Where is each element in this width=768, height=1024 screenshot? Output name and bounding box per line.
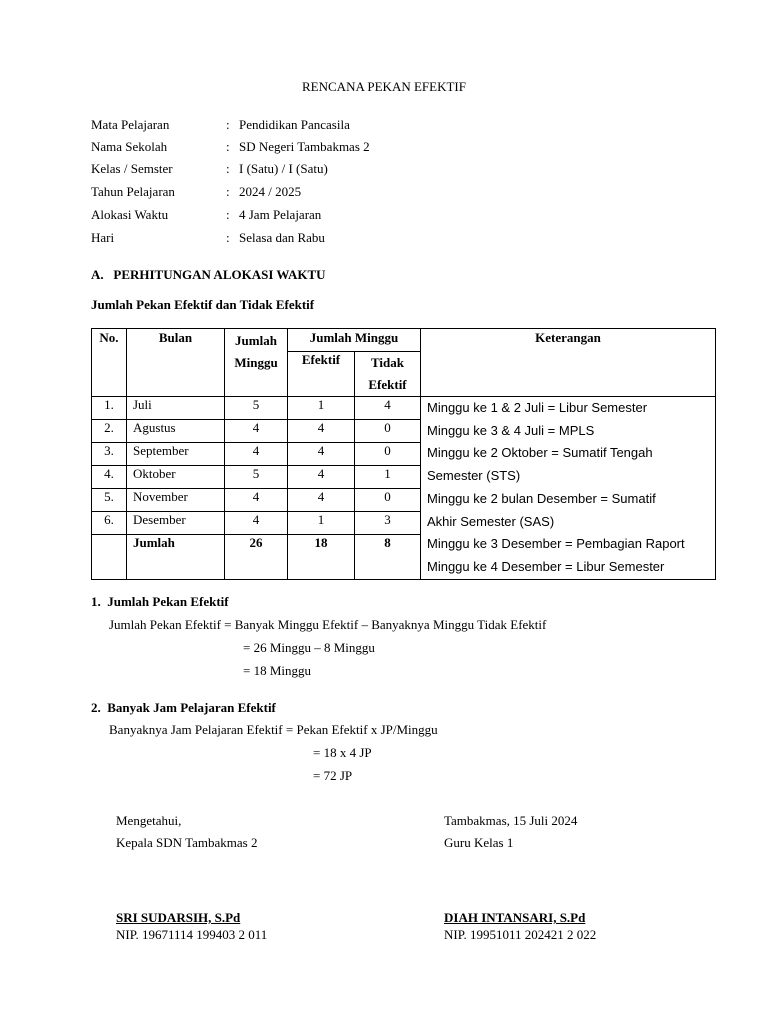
header-keterangan: Keterangan xyxy=(421,329,716,397)
keterangan-line: Minggu ke 2 bulan Desember = Sumatif xyxy=(427,490,656,506)
info-value: 2024 / 2025 xyxy=(239,184,302,199)
info-label: Hari xyxy=(91,230,115,245)
signature-name: DIAH INTANSARI, S.Pd xyxy=(444,910,586,925)
cell-bulan: Oktober xyxy=(127,466,225,489)
cell-efektif: 4 xyxy=(288,420,355,443)
table-subtitle: Jumlah Pekan Efektif dan Tidak Efektif xyxy=(91,297,315,312)
total-efektif: 18 xyxy=(288,535,355,579)
info-colon: : xyxy=(226,139,230,154)
header-tidak: Tidak xyxy=(370,355,404,370)
cell-bulan: Desember xyxy=(127,512,225,535)
page-title: RENCANA PEKAN EFEKTIF xyxy=(302,79,466,94)
cell-bulan: November xyxy=(127,489,225,512)
info-value: I (Satu) / I (Satu) xyxy=(239,161,328,176)
table-header-row xyxy=(92,329,716,352)
header-no: No. xyxy=(92,329,127,397)
cell-efektif: 1 xyxy=(288,512,355,535)
header-jumlah-minggu-group: Jumlah Minggu xyxy=(288,329,421,352)
cell-jumlah: 5 xyxy=(225,397,288,420)
keterangan-line: Minggu ke 3 Desember = Pembagian Raport xyxy=(427,536,685,552)
header-bulan: Bulan xyxy=(127,329,225,397)
info-value: 4 Jam Pelajaran xyxy=(239,207,322,222)
header-efektif: Efektif xyxy=(288,352,355,397)
section-heading: A. PERHITUNGAN ALOKASI WAKTU xyxy=(91,267,326,282)
total-jumlah: 26 xyxy=(225,535,288,579)
info-value: Pendidikan Pancasila xyxy=(239,117,350,132)
header-minggu: Minggu xyxy=(234,355,278,370)
info-label: Alokasi Waktu xyxy=(91,207,169,222)
cell-jumlah: 4 xyxy=(225,420,288,443)
info-colon: : xyxy=(226,207,230,222)
cell-keterangan xyxy=(421,397,716,580)
cell-no: 1. xyxy=(92,397,127,420)
header-jumlah: Jumlah xyxy=(235,333,277,348)
header-efektif2: Efektif xyxy=(368,377,407,392)
keterangan-line: Minggu ke 1 & 2 Juli = Libur Semester xyxy=(427,400,648,415)
cell-jumlah: 4 xyxy=(225,512,288,535)
cell-bulan: September xyxy=(127,443,225,466)
cell-jumlah: 5 xyxy=(225,466,288,489)
cell-no: 2. xyxy=(92,420,127,443)
info-label: Tahun Pelajaran xyxy=(91,184,175,199)
cell-efektif: 4 xyxy=(288,466,355,489)
signature-text: Kepala SDN Tambakmas 2 xyxy=(116,835,258,850)
cell-tidak: 4 xyxy=(355,397,421,420)
keterangan-line: Semester (STS) xyxy=(427,468,521,484)
calc-line: = 18 x 4 JP xyxy=(313,745,372,760)
cell-tidak: 1 xyxy=(355,466,421,489)
cell-no: 3. xyxy=(92,443,127,466)
keterangan-line: Minggu ke 3 & 4 Juli = MPLS xyxy=(427,422,595,438)
info-label: Kelas / Semster xyxy=(91,161,173,176)
total-label: Jumlah xyxy=(127,535,225,579)
signature-text: Guru Kelas 1 xyxy=(444,835,514,850)
calc-line: Jumlah Pekan Efektif = Banyak Minggu Efektif – Banyaknya Minggu Tidak Efektif xyxy=(109,617,547,632)
signature-nip: NIP. 19951011 202421 2 022 xyxy=(444,927,597,942)
info-value: Selasa dan Rabu xyxy=(239,230,325,245)
signature-text: Tambakmas, 15 Juli 2024 xyxy=(444,813,578,828)
calc-line: Banyaknya Jam Pelajaran Efektif = Pekan Efektif x JP/Minggu xyxy=(109,722,438,737)
info-colon: : xyxy=(226,161,230,176)
info-label: Nama Sekolah xyxy=(91,139,168,154)
calc-heading: 2. Banyak Jam Pelajaran Efektif xyxy=(91,700,276,715)
header-jumlah-minggu xyxy=(225,329,288,397)
cell-tidak: 0 xyxy=(355,443,421,466)
info-colon: : xyxy=(226,117,230,132)
calc-line: = 18 Minggu xyxy=(243,663,312,678)
calc-line: = 26 Minggu – 8 Minggu xyxy=(243,640,375,655)
cell-efektif: 1 xyxy=(288,397,355,420)
cell-no: 6. xyxy=(92,512,127,535)
cell-efektif: 4 xyxy=(288,489,355,512)
signature-name: SRI SUDARSIH, S.Pd xyxy=(116,910,241,925)
info-colon: : xyxy=(226,184,230,199)
effective-weeks-table xyxy=(91,328,716,580)
cell-no-empty xyxy=(92,535,127,579)
info-value: SD Negeri Tambakmas 2 xyxy=(239,139,370,154)
cell-no: 5. xyxy=(92,489,127,512)
calc-heading: 1. Jumlah Pekan Efektif xyxy=(91,594,229,609)
calc-line: = 72 JP xyxy=(313,768,353,783)
cell-jumlah: 4 xyxy=(225,443,288,466)
info-label: Mata Pelajaran xyxy=(91,117,170,132)
cell-bulan: Juli xyxy=(127,397,225,420)
signature-text: Mengetahui, xyxy=(116,813,182,828)
cell-tidak: 3 xyxy=(355,512,421,535)
signature-nip: NIP. 19671114 199403 2 011 xyxy=(116,927,268,942)
total-tidak: 8 xyxy=(355,535,421,579)
keterangan-line: Minggu ke 4 Desember = Libur Semester xyxy=(427,558,665,574)
info-colon: : xyxy=(226,230,230,245)
header-tidak-efektif xyxy=(355,352,421,397)
cell-tidak: 0 xyxy=(355,489,421,512)
cell-no: 4. xyxy=(92,466,127,489)
cell-efektif: 4 xyxy=(288,443,355,466)
cell-tidak: 0 xyxy=(355,420,421,443)
cell-jumlah: 4 xyxy=(225,489,288,512)
table-row xyxy=(92,397,716,420)
cell-bulan: Agustus xyxy=(127,420,225,443)
keterangan-line: Minggu ke 2 Oktober = Sumatif Tengah xyxy=(427,445,653,461)
keterangan-line: Akhir Semester (SAS) xyxy=(427,513,555,529)
